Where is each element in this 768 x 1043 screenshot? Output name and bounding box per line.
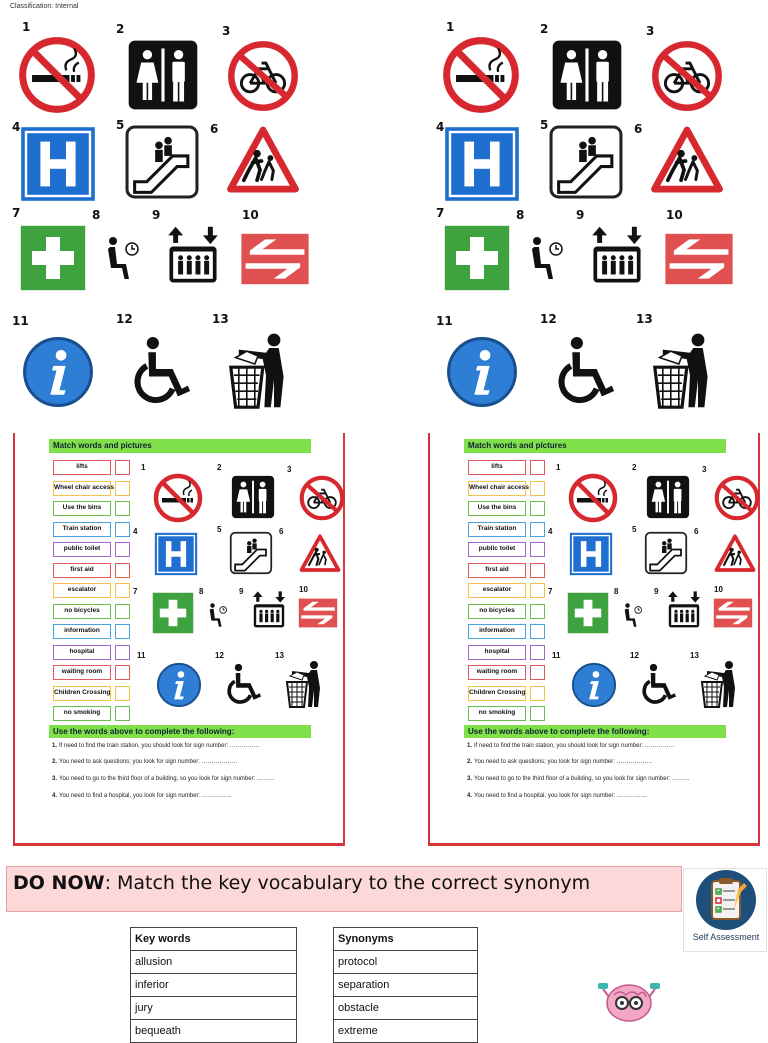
sign-number: 13 xyxy=(690,651,699,660)
question-text: You need to go to the third floor of a building, so you look for sign number: ……… xyxy=(474,776,690,782)
escalator-icon xyxy=(548,124,624,200)
answer-box[interactable] xyxy=(530,460,545,475)
first-aid-icon xyxy=(18,222,88,294)
answer-box[interactable] xyxy=(530,686,545,701)
question xyxy=(467,759,653,765)
word-label: Train station xyxy=(53,522,111,537)
question-text: You need to find a hospital, you look for sign number: …………… xyxy=(59,793,232,799)
no-bicycles-icon xyxy=(224,40,302,112)
sign-number: 4 xyxy=(548,527,553,536)
sign-number: 1 xyxy=(556,463,561,472)
word-label: Use the bins xyxy=(468,501,526,516)
synonym-cell: obstacle xyxy=(334,997,478,1020)
key-word-cell: allusion xyxy=(131,951,297,974)
waiting-room-icon xyxy=(203,593,231,637)
sign-number: 3 xyxy=(287,465,292,474)
answer-box[interactable] xyxy=(530,481,545,496)
children-crossing-icon xyxy=(712,533,758,575)
children-crossing-icon xyxy=(297,533,343,575)
complete-heading: Use the words above to complete the following: xyxy=(49,725,311,738)
no-smoking-icon xyxy=(442,36,520,114)
word-label: Wheel chair access xyxy=(468,481,526,496)
sign-number: 12 xyxy=(540,312,557,326)
worksheet-right xyxy=(428,433,760,845)
sign-number: 13 xyxy=(212,312,229,326)
sign-number: 9 xyxy=(654,587,659,596)
bin-icon xyxy=(640,332,724,412)
synonyms-table xyxy=(333,927,478,1043)
complete-heading: Use the words above to complete the following: xyxy=(464,725,726,738)
answer-box[interactable] xyxy=(530,604,545,619)
sign-number: 2 xyxy=(632,463,637,472)
sign-number: 5 xyxy=(540,118,549,132)
answer-box[interactable] xyxy=(115,604,130,619)
no-bicycles-icon xyxy=(297,475,347,521)
sign-number: 9 xyxy=(576,208,585,222)
bin-icon xyxy=(279,659,329,711)
waiting-room-icon xyxy=(96,222,146,294)
question xyxy=(52,759,238,765)
word-label: public toilet xyxy=(53,542,111,557)
answer-box[interactable] xyxy=(115,460,130,475)
train-station-icon xyxy=(295,593,341,633)
word-label: Children Crossing xyxy=(468,686,526,701)
information-icon xyxy=(570,661,618,709)
word-label: Children Crossing xyxy=(53,686,111,701)
key-word-cell: bequeath xyxy=(131,1020,297,1043)
sign-number: 6 xyxy=(634,122,643,136)
answer-box[interactable] xyxy=(115,563,130,578)
information-icon xyxy=(20,334,96,410)
sign-number: 2 xyxy=(217,463,222,472)
answer-box[interactable] xyxy=(115,665,130,680)
question-text: You need to go to the third floor of a building, so you look for sign number: ……… xyxy=(59,776,275,782)
sign-number: 8 xyxy=(199,587,204,596)
word-label: first aid xyxy=(468,563,526,578)
sign-sheet-left xyxy=(8,16,328,416)
sign-number: 7 xyxy=(133,587,138,596)
first-aid-icon xyxy=(151,591,195,635)
train-station-icon xyxy=(710,593,756,633)
sign-number: 11 xyxy=(436,314,453,328)
sign-number: 13 xyxy=(275,651,284,660)
key-words-table xyxy=(130,927,297,1043)
lifts-icon xyxy=(664,585,704,633)
sign-number: 10 xyxy=(242,208,259,222)
answer-box[interactable] xyxy=(115,522,130,537)
do-now-banner xyxy=(6,866,682,912)
lifts-icon xyxy=(249,585,289,633)
sign-number: 6 xyxy=(279,527,284,536)
train-station-icon xyxy=(236,224,314,294)
sign-number: 3 xyxy=(702,465,707,474)
worksheet-left xyxy=(13,433,345,845)
sign-number: 3 xyxy=(646,24,655,38)
question-number: 1. xyxy=(467,743,473,749)
key-word-cell: inferior xyxy=(131,974,297,997)
match-heading: Match words and pictures xyxy=(49,439,311,453)
question-text: If need to find the train station, you should look for sign number: …………… xyxy=(59,743,260,749)
hospital-icon xyxy=(442,124,522,204)
sign-number: 10 xyxy=(714,585,723,594)
first-aid-icon xyxy=(442,222,512,294)
synonym-cell: extreme xyxy=(334,1020,478,1043)
hospital-icon xyxy=(568,531,614,577)
answer-box[interactable] xyxy=(530,665,545,680)
question-number: 2. xyxy=(52,759,58,765)
word-label: lifts xyxy=(53,460,111,475)
sign-number: 7 xyxy=(548,587,553,596)
waiting-room-icon xyxy=(618,593,646,637)
sign-number: 12 xyxy=(215,651,224,660)
question-number: 1. xyxy=(52,743,58,749)
question-text: You need to find a hospital, you look for sign number: …………… xyxy=(474,793,647,799)
answer-box[interactable] xyxy=(530,624,545,639)
children-crossing-icon xyxy=(646,124,728,198)
word-label: hospital xyxy=(53,645,111,660)
question-number: 4. xyxy=(467,793,473,799)
no-bicycles-icon xyxy=(648,40,726,112)
answer-box[interactable] xyxy=(115,624,130,639)
children-crossing-icon xyxy=(222,124,304,198)
word-label: waiting room xyxy=(53,665,111,680)
no-smoking-icon xyxy=(18,36,96,114)
answer-box[interactable] xyxy=(530,645,545,660)
sign-number: 1 xyxy=(141,463,146,472)
sign-number: 4 xyxy=(133,527,138,536)
worksheet-signs xyxy=(133,461,333,721)
question-number: 3. xyxy=(467,776,473,782)
synonym-cell: protocol xyxy=(334,951,478,974)
question xyxy=(52,793,232,799)
toilet-icon xyxy=(124,36,202,114)
escalator-icon xyxy=(229,531,273,575)
answer-box[interactable] xyxy=(530,563,545,578)
word-label: hospital xyxy=(468,645,526,660)
answer-box[interactable] xyxy=(115,645,130,660)
synonyms-header: Synonyms xyxy=(334,928,478,951)
bin-icon xyxy=(216,332,300,412)
wheelchair-icon xyxy=(221,661,267,709)
question-text: You need to ask questions; you look for sign number: ……………… xyxy=(474,759,653,765)
word-label: waiting room xyxy=(468,665,526,680)
answer-box[interactable] xyxy=(530,522,545,537)
escalator-icon xyxy=(644,531,688,575)
worksheet-signs xyxy=(548,461,748,721)
do-now-text: : Match the key vocabulary to the correct synonym xyxy=(104,872,591,894)
sign-number: 7 xyxy=(12,206,21,220)
word-label: information xyxy=(468,624,526,639)
sign-number: 1 xyxy=(446,20,455,34)
bin-icon xyxy=(694,659,744,711)
answer-box[interactable] xyxy=(530,542,545,557)
escalator-icon xyxy=(124,124,200,200)
sign-number: 8 xyxy=(516,208,525,222)
answer-box[interactable] xyxy=(530,501,545,516)
sign-number: 6 xyxy=(694,527,699,536)
sign-sheet-right xyxy=(432,16,752,416)
toilet-icon xyxy=(548,36,626,114)
answer-box[interactable] xyxy=(530,583,545,598)
answer-box[interactable] xyxy=(115,583,130,598)
word-label: escalator xyxy=(53,583,111,598)
synonym-cell: separation xyxy=(334,974,478,997)
word-label: escalator xyxy=(468,583,526,598)
word-label: no bicycles xyxy=(53,604,111,619)
sign-number: 9 xyxy=(152,208,161,222)
no-smoking-icon xyxy=(153,473,203,523)
self-assessment-panel[interactable] xyxy=(683,868,767,952)
answer-box[interactable] xyxy=(115,706,130,721)
match-heading: Match words and pictures xyxy=(464,439,726,453)
sign-number: 3 xyxy=(222,24,231,38)
information-icon xyxy=(155,661,203,709)
answer-box[interactable] xyxy=(115,542,130,557)
wheelchair-icon xyxy=(636,661,682,709)
information-icon xyxy=(444,334,520,410)
toilet-icon xyxy=(644,473,692,521)
question xyxy=(467,776,690,782)
key-words-header: Key words xyxy=(131,928,297,951)
question-text: You need to ask questions; you look for sign number: ……………… xyxy=(59,759,238,765)
word-label: public toilet xyxy=(468,542,526,557)
word-label: Use the bins xyxy=(53,501,111,516)
sign-number: 11 xyxy=(137,651,146,660)
sign-number: 13 xyxy=(636,312,653,326)
waiting-room-icon xyxy=(520,222,570,294)
hospital-icon xyxy=(18,124,98,204)
word-label: Wheel chair access xyxy=(53,481,111,496)
no-bicycles-icon xyxy=(712,475,762,521)
question xyxy=(52,743,260,749)
sign-number: 8 xyxy=(614,587,619,596)
sign-number: 11 xyxy=(12,314,29,328)
word-label: no bicycles xyxy=(468,604,526,619)
sign-number: 10 xyxy=(666,208,683,222)
wheelchair-icon xyxy=(548,332,624,412)
first-aid-icon xyxy=(566,591,610,635)
sign-number: 5 xyxy=(632,525,637,534)
question xyxy=(467,743,675,749)
sign-number: 4 xyxy=(12,120,21,134)
classification-label: Classification: Internal xyxy=(10,3,79,10)
question xyxy=(52,776,275,782)
sign-number: 2 xyxy=(540,22,549,36)
answer-box[interactable] xyxy=(530,706,545,721)
wheelchair-icon xyxy=(124,332,200,412)
do-now-label: DO NOW xyxy=(13,872,105,894)
sign-number: 12 xyxy=(630,651,639,660)
sign-number: 1 xyxy=(22,20,31,34)
sign-number: 6 xyxy=(210,122,219,136)
sign-number: 7 xyxy=(436,206,445,220)
train-station-icon xyxy=(660,224,738,294)
question-text: If need to find the train station, you should look for sign number: …………… xyxy=(474,743,675,749)
lifts-icon xyxy=(162,212,224,296)
answer-box[interactable] xyxy=(115,481,130,496)
key-word-cell: jury xyxy=(131,997,297,1020)
sign-number: 2 xyxy=(116,22,125,36)
answer-box[interactable] xyxy=(115,686,130,701)
brain-mascot-icon xyxy=(594,973,664,1024)
question-number: 2. xyxy=(467,759,473,765)
no-smoking-icon xyxy=(568,473,618,523)
sign-number: 4 xyxy=(436,120,445,134)
toilet-icon xyxy=(229,473,277,521)
word-label: first aid xyxy=(53,563,111,578)
hospital-icon xyxy=(153,531,199,577)
sign-number: 5 xyxy=(116,118,125,132)
sign-number: 5 xyxy=(217,525,222,534)
sign-number: 12 xyxy=(116,312,133,326)
word-label: lifts xyxy=(468,460,526,475)
word-label: no smoking xyxy=(468,706,526,721)
answer-box[interactable] xyxy=(115,501,130,516)
lifts-icon xyxy=(586,212,648,296)
sign-number: 11 xyxy=(552,651,561,660)
question-number: 4. xyxy=(52,793,58,799)
question xyxy=(467,793,647,799)
sign-number: 8 xyxy=(92,208,101,222)
sign-number: 10 xyxy=(299,585,308,594)
word-label: information xyxy=(53,624,111,639)
word-label: Train station xyxy=(468,522,526,537)
sign-number: 9 xyxy=(239,587,244,596)
question-number: 3. xyxy=(52,776,58,782)
self-assessment-label: Self Assessment xyxy=(692,932,760,942)
word-label: no smoking xyxy=(53,706,111,721)
clipboard-icon xyxy=(684,869,768,931)
